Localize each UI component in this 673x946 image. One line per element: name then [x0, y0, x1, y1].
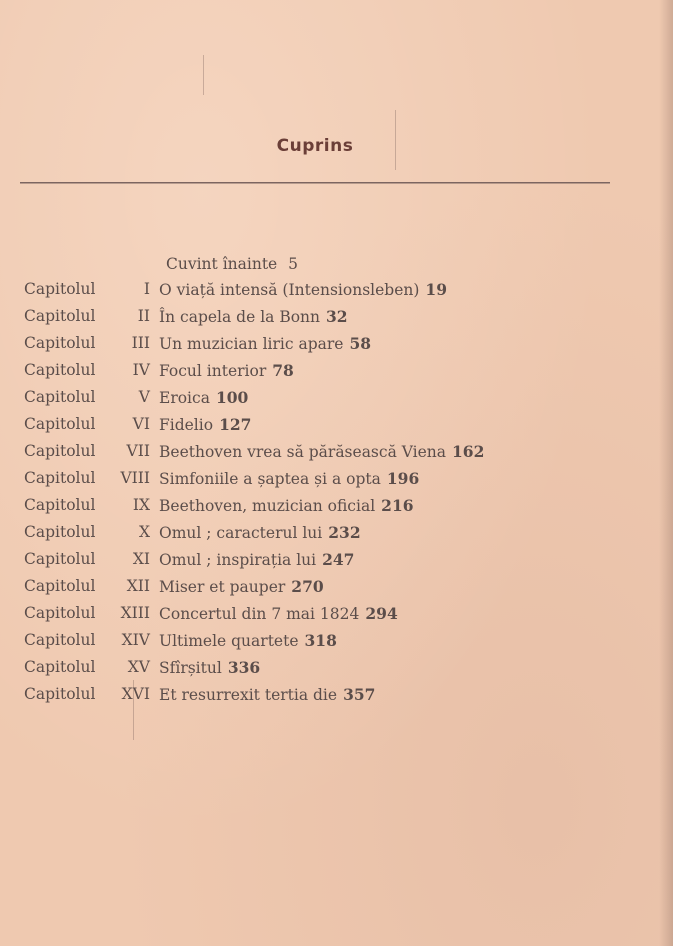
toc-row	[0, 388, 600, 414]
chapter-title: O viață intensă (Intensionsleben)	[159, 281, 420, 299]
chapter-page: 162	[452, 442, 485, 461]
chapter-page: 247	[322, 550, 355, 569]
chapter-number: XIII	[120, 604, 150, 622]
chapter-title: Fidelio	[159, 416, 214, 434]
toc-row	[0, 307, 600, 333]
chapter-number: XII	[126, 577, 150, 595]
toc-row	[0, 658, 600, 684]
chapter-label: Capitolul	[24, 550, 96, 568]
chapter-title: Omul ; caracterul lui	[159, 524, 323, 542]
toc-row	[0, 442, 600, 468]
chapter-title: Simfoniile a șaptea și a opta	[159, 470, 381, 488]
chapter-page: 232	[328, 523, 361, 542]
chapter-number: I	[143, 280, 150, 298]
chapter-label: Capitolul	[24, 469, 96, 487]
page-edge-shadow	[659, 0, 673, 946]
chapter-title: Sfîrșitul	[159, 659, 222, 677]
paper-crease	[203, 55, 204, 95]
chapter-page: 78	[272, 361, 294, 380]
chapter-title: Omul ; inspirația lui	[159, 551, 317, 569]
chapter-title-line	[159, 685, 375, 704]
chapter-page: 19	[425, 280, 447, 299]
toc-row	[0, 577, 600, 603]
page-title: Cuprins	[276, 136, 354, 156]
toc-row	[0, 631, 600, 657]
chapter-title-line	[159, 334, 371, 353]
chapter-title: Beethoven, muzician oficial	[159, 497, 376, 515]
chapter-label: Capitolul	[24, 361, 96, 379]
chapter-page: 294	[365, 604, 398, 623]
chapter-page: 100	[215, 388, 249, 407]
chapter-title-line	[159, 523, 361, 542]
chapter-title-line	[159, 604, 398, 623]
chapter-number: IX	[132, 496, 150, 514]
chapter-label: Capitolul	[24, 415, 96, 433]
chapter-title-line	[159, 469, 419, 488]
chapter-label: Capitolul	[24, 307, 96, 325]
chapter-title-line	[159, 550, 354, 569]
chapter-label: Capitolul	[24, 334, 96, 352]
chapter-page: 357	[343, 685, 376, 704]
foreword-title: Cuvint înainte	[166, 255, 278, 273]
chapter-number: IV	[132, 361, 150, 379]
chapter-page: 270	[291, 577, 324, 596]
chapter-label: Capitolul	[24, 631, 96, 649]
toc-row	[0, 496, 600, 522]
chapter-page: 336	[227, 658, 261, 677]
chapter-title: Eroica	[159, 389, 210, 407]
chapter-number: VIII	[120, 469, 150, 487]
toc-row	[0, 415, 600, 441]
chapter-label: Capitolul	[24, 442, 96, 460]
chapter-title: Focul interior	[159, 362, 267, 380]
chapter-title-line	[159, 496, 414, 515]
chapter-title: În capela de la Bonn	[159, 308, 321, 326]
chapter-title-line	[159, 577, 324, 596]
chapter-page: 127	[219, 415, 252, 434]
chapter-title-line	[159, 280, 447, 299]
chapter-page: 318	[304, 631, 337, 650]
toc-row	[0, 523, 600, 549]
chapter-title: Concertul din 7 mai 1824	[159, 605, 360, 623]
chapter-page: 58	[349, 334, 372, 353]
toc-row	[0, 280, 600, 306]
chapter-title-line	[159, 631, 337, 650]
toc-row	[0, 685, 600, 711]
chapter-label: Capitolul	[24, 496, 96, 514]
chapter-label: Capitolul	[24, 388, 96, 406]
chapter-page: 196	[386, 469, 420, 488]
chapter-title: Et resurrexit tertia die	[159, 686, 338, 704]
chapter-title-line	[159, 658, 260, 677]
chapter-number: VI	[132, 415, 150, 433]
chapter-number: XIV	[121, 631, 150, 649]
chapter-title: Beethoven vrea să părăsească Viena	[159, 443, 447, 461]
toc-row	[0, 604, 600, 630]
chapter-page: 32	[326, 307, 348, 326]
chapter-number: X	[138, 523, 150, 541]
toc-row	[0, 550, 600, 576]
chapter-title-line	[159, 415, 251, 434]
chapter-number: III	[131, 334, 150, 352]
chapter-label: Capitolul	[24, 658, 96, 676]
chapter-label: Capitolul	[24, 523, 96, 541]
toc-row	[0, 469, 600, 495]
chapter-title: Un muzician liric apare	[159, 335, 344, 353]
chapter-label: Capitolul	[24, 577, 96, 595]
chapter-title-line	[159, 442, 484, 461]
chapter-title-line	[159, 388, 248, 407]
title-divider	[20, 182, 610, 184]
chapter-title: Ultimele quartete	[159, 632, 299, 650]
chapter-title-line	[159, 361, 294, 380]
chapter-label: Capitolul	[24, 604, 96, 622]
toc-row	[0, 334, 600, 360]
foreword-entry	[166, 255, 298, 273]
chapter-number: XV	[127, 658, 150, 676]
foreword-page: 5	[288, 255, 299, 273]
chapter-number: VII	[126, 442, 150, 460]
chapter-number: V	[138, 388, 150, 406]
chapter-title: Miser et pauper	[159, 578, 286, 596]
chapter-label: Capitolul	[24, 280, 96, 298]
chapter-label: Capitolul	[24, 685, 96, 703]
chapter-page: 216	[381, 496, 414, 515]
toc-row	[0, 361, 600, 387]
chapter-number: II	[137, 307, 150, 325]
chapter-number: XI	[132, 550, 150, 568]
chapter-number: XVI	[121, 685, 150, 703]
chapter-title-line	[159, 307, 348, 326]
